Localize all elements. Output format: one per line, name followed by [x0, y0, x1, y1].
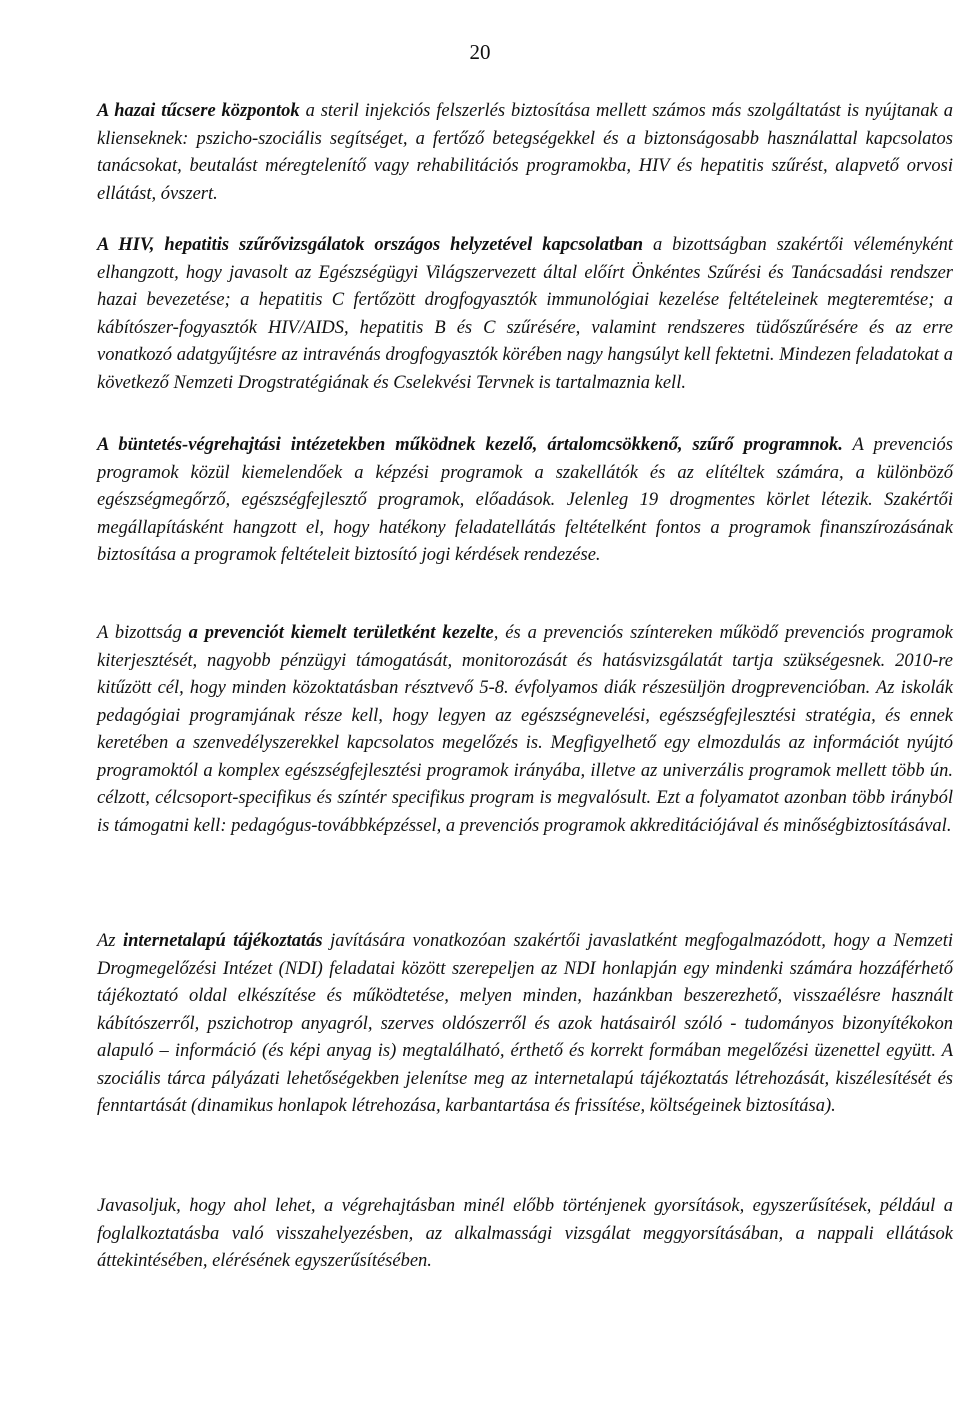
paragraph-bold-lead: A HIV, hepatitis szűrővizsgálatok országos helyzetével kapcsolatban	[97, 235, 643, 255]
page-number: 20	[469, 40, 491, 64]
paragraph-needle-exchange	[97, 98, 953, 208]
paragraph-hiv-hepatitis-screening	[97, 232, 953, 397]
paragraph-pre-text: A bizottság	[97, 623, 189, 643]
paragraph-bold-lead: A büntetés-végrehajtási intézetekben működnek kezelő, ártalomcsökkenő, szűrő programnok.	[97, 435, 843, 455]
paragraph-internet-information	[97, 928, 953, 1121]
paragraph-prison-programs	[97, 432, 953, 570]
paragraph-text: A prevenciós programok közül kiemelendőek a képzési programok a szakellátók és az elítéltek számára, a különböző egészségmegőrző, egészségfejlesztő programok, előadások. Jelenleg 19 drogmentes körlet létezik. Szakértői megállapításként hangzott el, hogy hatékony feladatellátás feltételként fontos a programok finanszírozásának biztosítása a programok feltételeit biztosító jogi kérdések rendezése.	[97, 435, 953, 565]
paragraph-bold-lead: internetalapú tájékoztatás	[122, 931, 323, 951]
paragraph-bold-lead: A hazai tűcsere központok	[97, 101, 300, 121]
paragraph-bold-lead: a prevenciót kiemelt területként kezelte	[188, 623, 494, 643]
paragraph-text: a bizottságban szakértői véleményként elhangzott, hogy javasolt az Egészségügyi Világszervezett által előírt Önkéntes Szűrési és Tanácsadási rendszer hazai bevezetése; a hepatitis C fertőzött drogfogyasztók immunológiai kezelése feltételeinek megteremtése; a kábítószer-fogyasztók HIV/AIDS, hepatitis B és C szűrésére, valamint rendszeres tüdőszűrésére és az erre vonatkozó adatgyűjtésre az intravénás drogfogyasztók körében nagy hangsúlyt kell fektetni. Mindezen feladatokat a következő Nemzeti Drogstratégiának és Cselekvési Tervnek is tartalmaznia kell.	[97, 235, 953, 393]
paragraph-text: Javasoljuk, hogy ahol lehet, a végrehajtásban minél előbb történjenek gyorsítások, egyszerűsítések, például a foglalkoztatásba való visszahelyezésben, az alkalmassági vizsgálat meggyorsításában, a nappali ellátások áttekintésében, elérésének egyszerűsítésében.	[97, 1196, 953, 1271]
paragraph-pre-text: Az	[97, 931, 123, 951]
paragraph-text: , és a prevenciós színtereken működő prevenciós programok kiterjesztését, nagyobb pénzügyi támogatását, monitorozását és hatásvizsgálatát tartja szükségesnek. 2010-re kitűzött cél, hogy minden közoktatásban résztvevő 5-8. évfolyamos diák részesüljön drogprevencióban. Az iskolák pedagógiai programjának része kell, hogy legyen az egészségnevelési, egészségfejlesztési stratégia, és ennek keretében a szenvedélyszerekkel kapcsolatos megelőzés is. Megfigyelhető egy elmozdulás az információt nyújtó programoktól a komplex egészségfejlesztési programok irányába, illetve az univerzális programok mellett több ún. célzott, célcsoport-specifikus és színtér specifikus program is megvalósult. Ezt a folyamatot azonban több irányból is támogatni kell: pedagógus-továbbképzéssel, a prevenciós programok akkreditációjával és minőségbiztosításával.	[97, 623, 953, 836]
paragraph-recommendation	[97, 1193, 953, 1276]
paragraph-text: javítására vonatkozóan szakértői javaslatként megfogalmazódott, hogy a Nemzeti Drogmegelőzési Intézet (NDI) feladatai között szerepeljen az NDI honlapján egy mindenki számára hozzáférhető tájékoztató oldal elkészítése és működtetése, melyen minden, hazánkban beszerezhető, visszaélésre használt kábítószerről, pszichotrop anyagról, szerves oldószerről és azok hatásairól szóló - tudományos bizonyítékokon alapuló – információ (és képi anyag is) megtalálható, érthető és korrekt formában megelőzési üzenettel együtt. A szociális tárca pályázati lehetőségekben jelenítse meg az internetalapú tájékoztatás létrehozását, kiszélesítését és fenntartását (dinamikus honlapok létrehozása, karbantartása és frissítése, költségeinek biztosítása).	[97, 931, 954, 1116]
paragraph-text: a steril injekciós felszerlés biztosítása mellett számos más szolgáltatást is nyújtanak a klienseknek: pszicho-szociális segítséget, a fertőző betegségekkel és a biztonságosabb használattal kapcsolatos tanácsokat, beutalást méregtelenítő vagy rehabilitációs programokba, HIV és hepatitis szűrést, alapvető orvosi ellátást, óvszert.	[97, 101, 953, 204]
paragraph-prevention	[97, 620, 953, 840]
